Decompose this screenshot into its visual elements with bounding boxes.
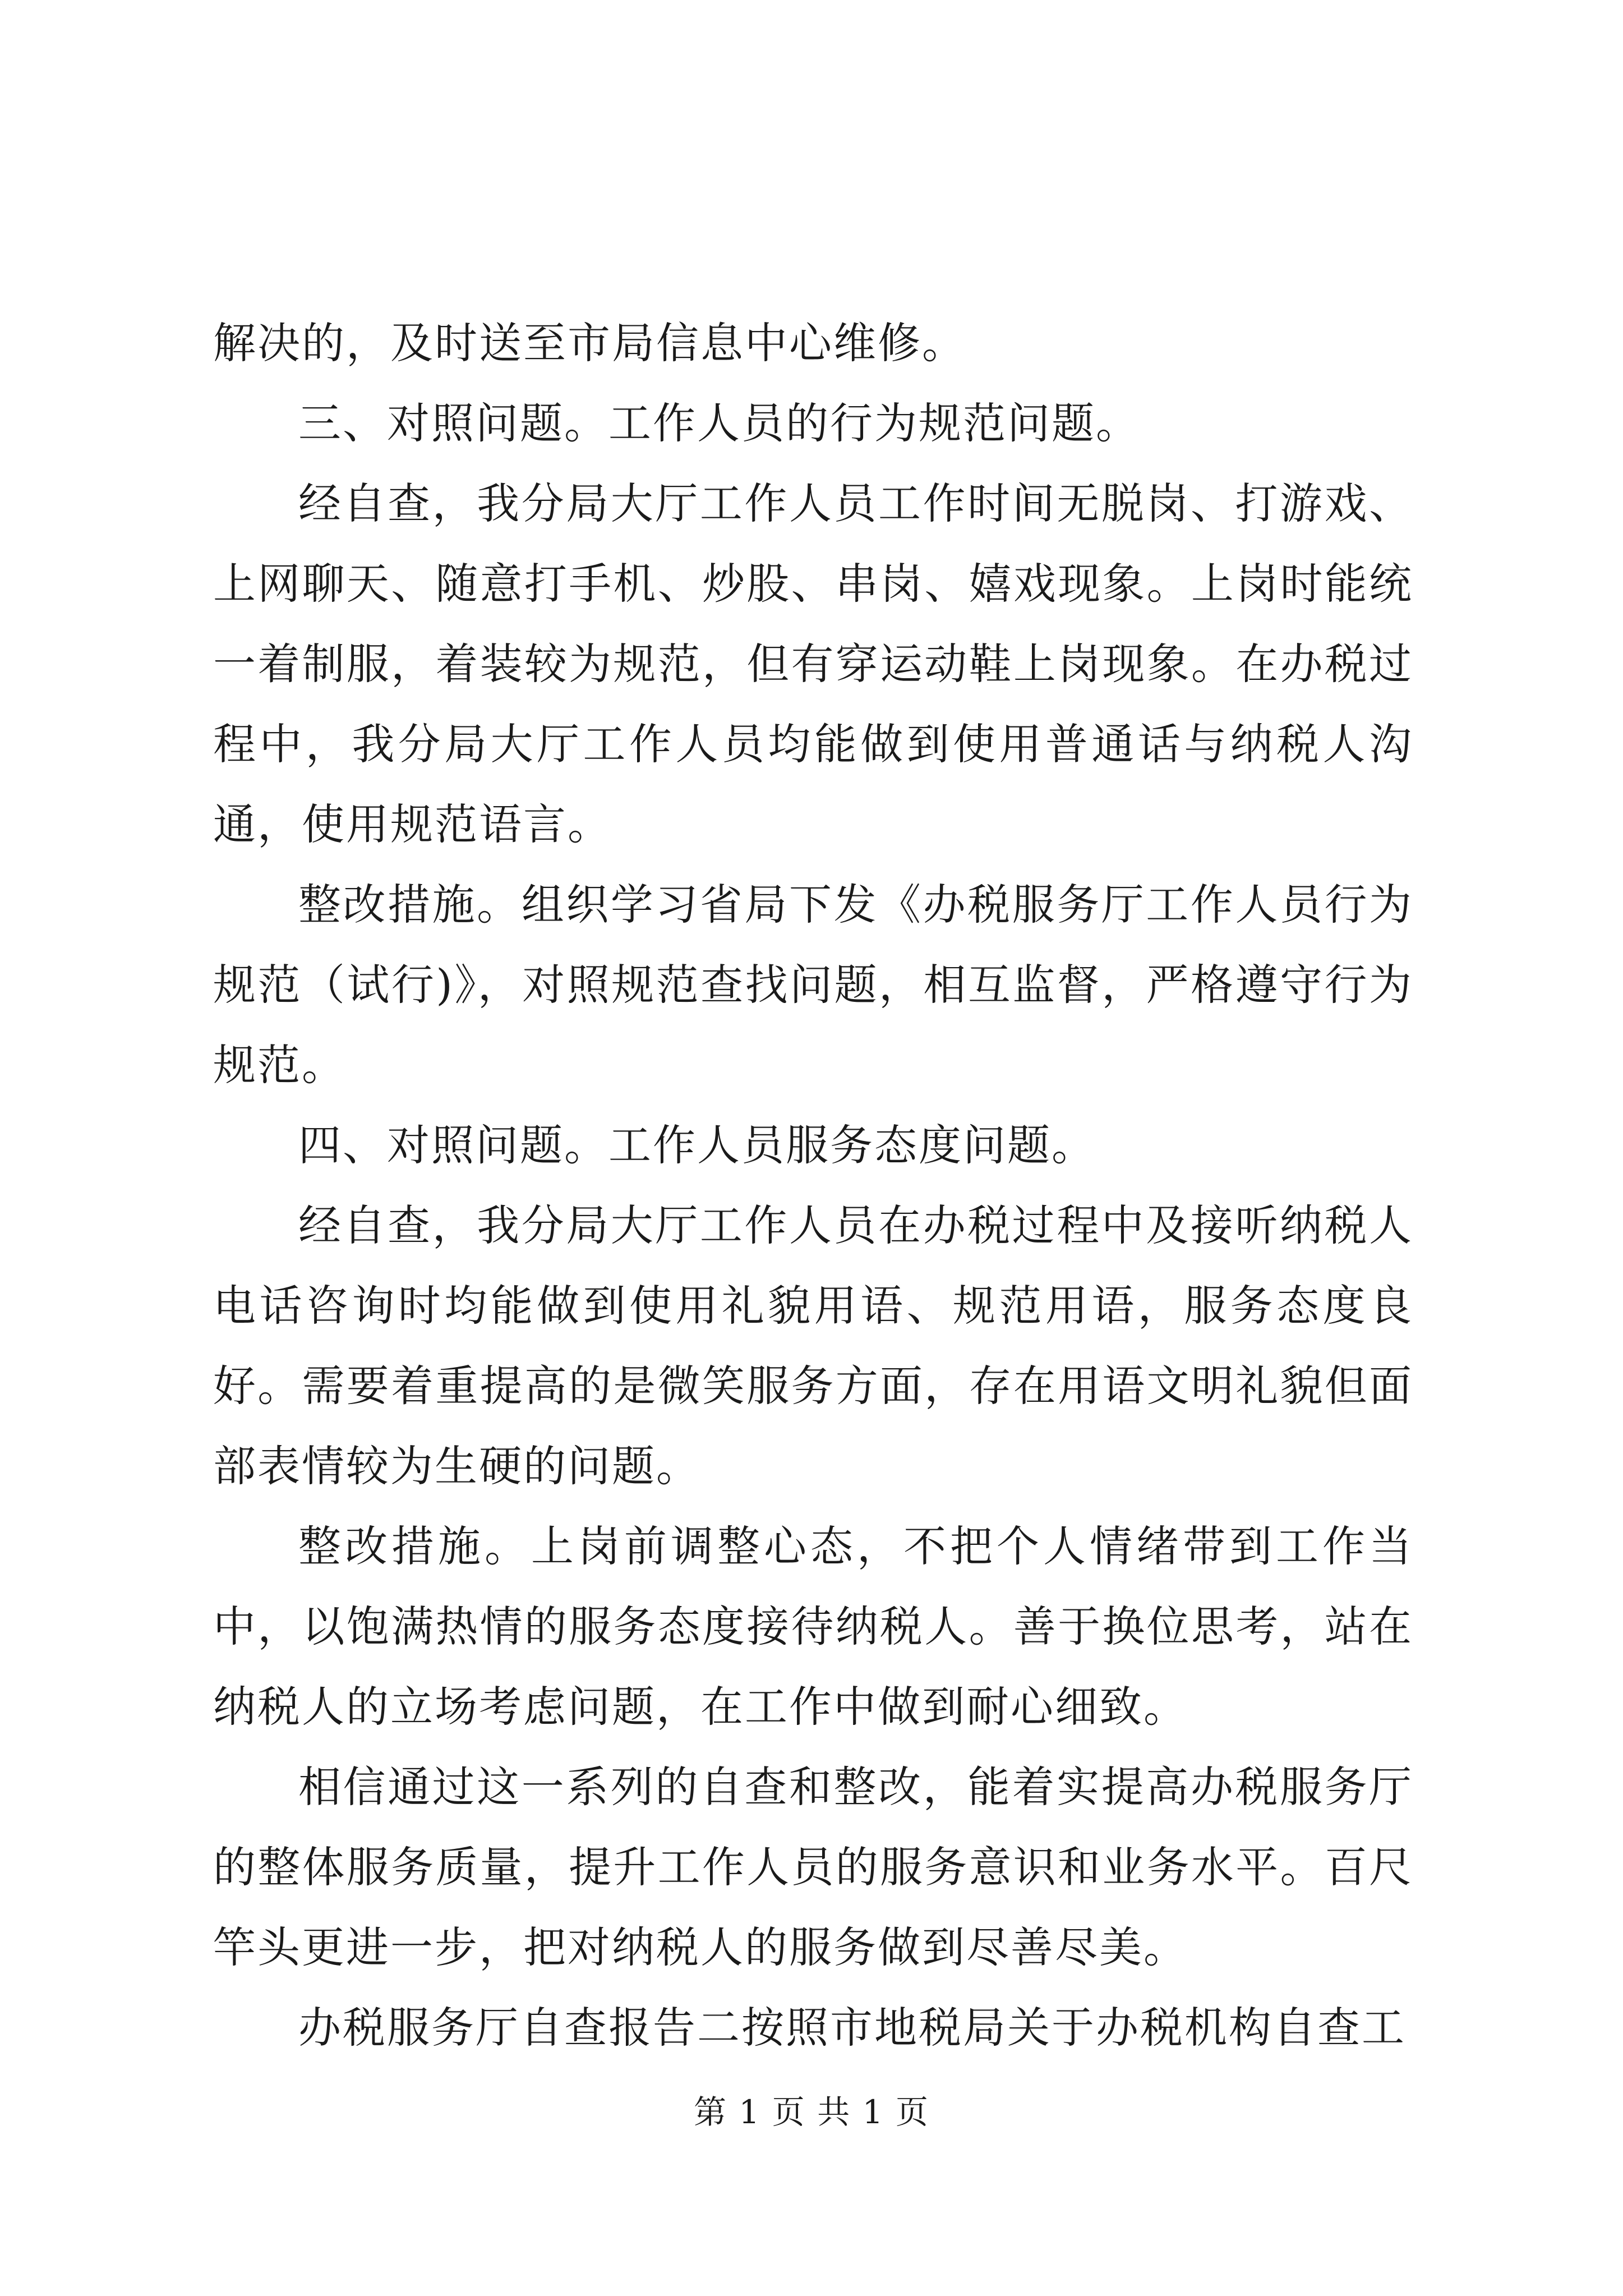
section-heading-three: 三、对照问题。工作人员的行为规范问题。 [298,398,1140,448]
paragraph-rectification-attitude: 整改措施。上岗前调整心态，不把个人情绪带到工作当中，以饱满热情的服务态度接待纳税人。善于换位思考，站在纳税人的立场考虑问题，在工作中做到耐心细致。 [213,1521,1413,1732]
paragraph-self-check-conduct: 经自查，我分局大厅工作人员工作时间无脱岗、打游戏、上网聊天、随意打手机、炒股、串岗、嬉戏现象。上岗时能统一着制服，着装较为规范，但有穿运动鞋上岗现象。在办税过程中，我分局大厅工作人员均能做到使用普通话与纳税人沟通，使用规范语言。 [213,478,1413,849]
paragraph-continuation: 解决的，及时送至市局信息中心维修。 [213,318,966,368]
paragraph-report-two-start: 办税服务厅自查报告二按照市地税局关于办税机构自查工 [298,2003,1406,2053]
section-heading-four: 四、对照问题。工作人员服务态度问题。 [298,1120,1096,1170]
page-footer: 第 1 页 共 1 页 [694,2093,929,2131]
paragraph-self-check-attitude: 经自查，我分局大厅工作人员在办税过程中及接听纳税人电话咨询时均能做到使用礼貌用语、规范用语，服务态度良好。需要着重提高的是微笑服务方面，存在用语文明礼貌但面部表情较为生硬的问题。 [213,1200,1413,1491]
paragraph-conclusion: 相信通过这一系列的自查和整改，能着实提高办税服务厅的整体服务质量，提升工作人员的服务意识和业务水平。百尺竿头更进一步，把对纳税人的服务做到尽善尽美。 [213,1762,1413,1972]
document-body [213,303,1413,2068]
paragraph-rectification-conduct: 整改措施。组织学习省局下发《办税服务厅工作人员行为规范（试行)》，对照规范查找问题，相互监督，严格遵守行为规范。 [213,880,1413,1090]
